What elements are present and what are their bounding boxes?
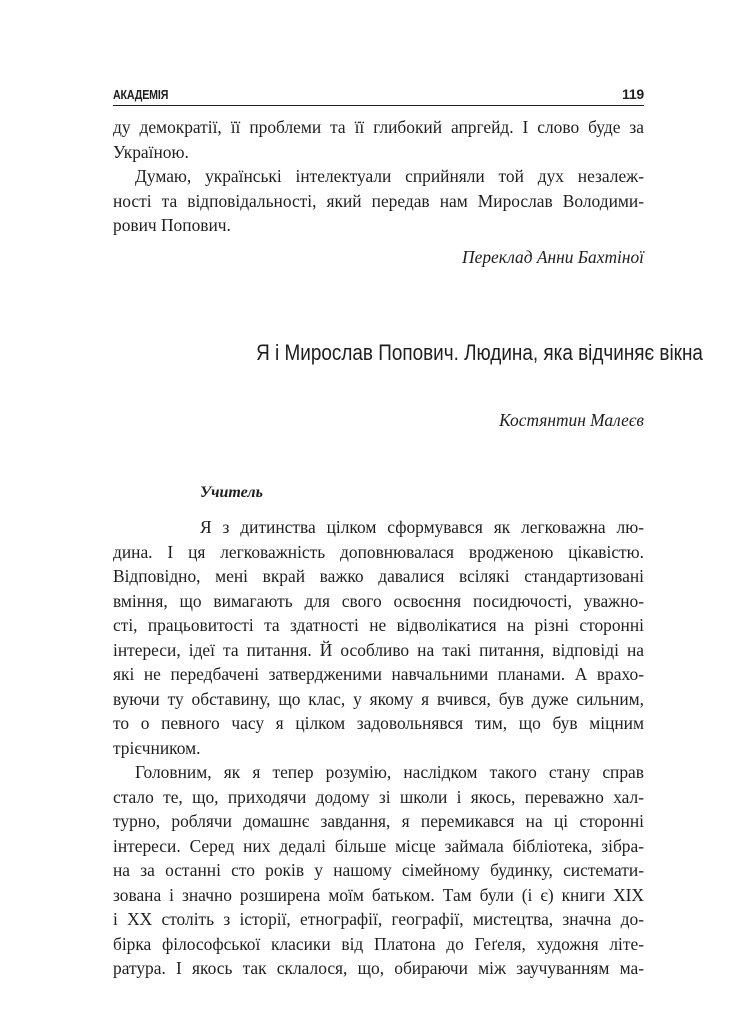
continued-text [113, 115, 644, 238]
text-line: Я з дитинства цілком сформувався як легковажна лю- [200, 517, 644, 537]
text-line: інтереси, ідеї та питання. Й особливо на такі питання, відповіді на [113, 639, 644, 660]
page-number: 119 [622, 86, 644, 102]
text-line: турно, роблячи домашнє завдання, я перемикався на ці сторонні [113, 811, 644, 831]
text-line: то о певного часу я цілком задовольнявся тим, що був міцним [113, 713, 644, 733]
paragraph [113, 164, 644, 238]
text-line: Україною. [113, 141, 189, 162]
translator-credit: Переклад Анни Бахтіної [462, 247, 644, 267]
text-line: зована і значно розширена моїм батьком. Там були (і є) книги XIX [113, 884, 644, 905]
text-line: Думаю, українські інтелектуали сприйняли той дух незалеж- [135, 166, 644, 186]
text-line: сті, працьовитості та здатності не відволікатися на різні сторонні [113, 615, 644, 635]
text-line: і XX століть з історії, етнографії, географії, мистецтва, значна до- [113, 909, 644, 929]
text-line: Відповідно, мені вкрай важко давалися всілякі стандартизовані [113, 566, 644, 586]
text-line: які не передбачені затвердженими навчальними планами. А врахо- [113, 664, 644, 684]
paragraph [113, 515, 644, 760]
text-line: ності та відповідальності, який передав нам Мирослав Володими- [113, 190, 644, 211]
text-line: на за останні сто років у нашому сімейному будинку, системати- [113, 860, 644, 880]
text-line: стало те, що, приходячи додому зі школи і якось, переважно хал- [113, 786, 644, 807]
article-title: Я і Мирослав Попович. Людина, яка відчиняє вікна [256, 340, 703, 365]
running-head [113, 85, 644, 106]
article-body [113, 515, 644, 981]
text-line: бірка філософської класики від Платона до Геґеля, художня літе- [113, 933, 644, 954]
text-line: дина. І ця легковажність доповнювалася вродженою цікавістю. [113, 541, 644, 562]
text-line: вміння, що вимагають для свого освоєння посидючості, уважно- [113, 590, 644, 611]
article-author: Костянтин Малеєв [499, 410, 644, 430]
paragraph [113, 115, 644, 164]
text-line: рович Попович. [113, 215, 231, 235]
journal-name: АКАДЕМІЯ [113, 87, 169, 102]
paragraph [113, 760, 644, 981]
text-line: ду демократії, її проблеми та її глибокий апргейд. І слово буде за [113, 117, 644, 137]
text-line: Головним, як я тепер розумію, наслідком такого стану справ [135, 762, 644, 782]
text-line: інтереси. Серед них дедалі більше місце займала бібліотека, зібра- [113, 835, 644, 856]
text-line: трієчником. [113, 737, 201, 758]
text-line: вуючи ту обставину, що клас, у якому я вчився, був дуже сильним, [113, 688, 644, 709]
section-heading: Учитель [200, 484, 263, 501]
text-line: ратура. І якось так склалося, що, обираючи між заучуванням ма- [113, 958, 644, 978]
